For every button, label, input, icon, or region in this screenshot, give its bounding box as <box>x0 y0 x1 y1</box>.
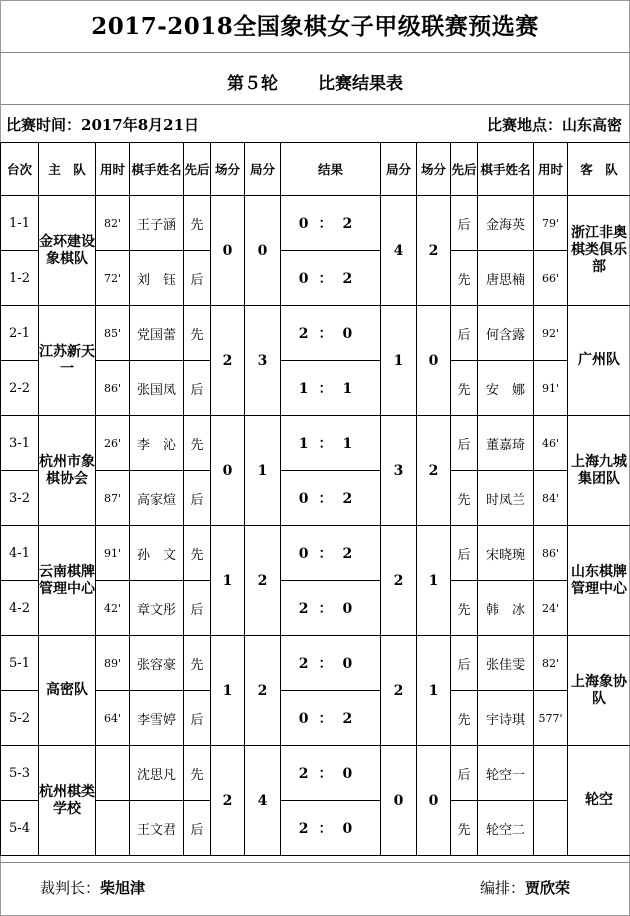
away-side: 后 <box>451 746 478 801</box>
referee-label: 裁判长： <box>40 879 101 897</box>
home-time: 26' <box>96 416 130 471</box>
away-player: 宋晓琬 <box>478 526 534 581</box>
home-side: 先 <box>184 526 211 581</box>
away-player: 金海英 <box>478 196 534 251</box>
away-player: 轮空一 <box>478 746 534 801</box>
home-match-score: 0 <box>211 196 245 306</box>
header-cell: 局分 <box>245 143 281 196</box>
header-cell: 场分 <box>417 143 451 196</box>
home-team: 江苏新天一 <box>39 306 96 416</box>
away-match-score: 2 <box>417 196 451 306</box>
away-team: 浙江非奥棋类俱乐部 <box>568 196 630 306</box>
away-match-score: 2 <box>417 416 451 526</box>
header-cell: 客 队 <box>568 143 630 196</box>
away-game-score: 2 <box>381 526 417 636</box>
home-time: 42' <box>96 581 130 636</box>
away-side: 后 <box>451 636 478 691</box>
home-side: 后 <box>184 361 211 416</box>
home-side: 先 <box>184 416 211 471</box>
home-match-score: 2 <box>211 746 245 856</box>
away-side: 先 <box>451 471 478 526</box>
table-row <box>1 196 630 251</box>
away-team: 上海象协队 <box>568 636 630 746</box>
away-time: 84' <box>534 471 568 526</box>
home-match-score: 0 <box>211 416 245 526</box>
board-result: 1：1 <box>281 361 381 416</box>
home-time <box>96 801 130 856</box>
home-player: 王文君 <box>130 801 184 856</box>
header-cell: 先后 <box>451 143 478 196</box>
round-subtitle: 比赛结果表 <box>318 74 403 94</box>
board-number: 5-4 <box>1 801 39 856</box>
board-result: 0：2 <box>281 471 381 526</box>
home-team: 高密队 <box>39 636 96 746</box>
home-time: 64' <box>96 691 130 746</box>
away-side: 后 <box>451 196 478 251</box>
home-game-score: 4 <box>245 746 281 856</box>
away-time: 577' <box>534 691 568 746</box>
divider <box>0 104 630 105</box>
header-cell: 台次 <box>1 143 39 196</box>
home-time: 86' <box>96 361 130 416</box>
away-side: 先 <box>451 361 478 416</box>
away-match-score: 1 <box>417 526 451 636</box>
table-row <box>1 471 630 526</box>
home-player: 王子涵 <box>130 196 184 251</box>
page-title: 2017-2018全国象棋女子甲级联赛预选赛 <box>91 13 539 40</box>
away-side: 后 <box>451 416 478 471</box>
away-side: 先 <box>451 581 478 636</box>
away-time: 66' <box>534 251 568 306</box>
table-row <box>1 801 630 856</box>
away-time: 92' <box>534 306 568 361</box>
away-team: 轮空 <box>568 746 630 856</box>
home-time: 87' <box>96 471 130 526</box>
header-cell: 主 队 <box>39 143 96 196</box>
away-game-score: 4 <box>381 196 417 306</box>
match-time: 比赛时间：2017年8月21日 <box>6 116 200 134</box>
board-result: 1：1 <box>281 416 381 471</box>
arranger-label: 编排： <box>480 879 526 897</box>
home-side: 后 <box>184 691 211 746</box>
away-game-score: 2 <box>381 636 417 746</box>
home-player: 刘 钰 <box>130 251 184 306</box>
home-player: 李 沁 <box>130 416 184 471</box>
home-time: 82' <box>96 196 130 251</box>
home-player: 张国凤 <box>130 361 184 416</box>
divider <box>0 52 630 53</box>
away-game-score: 1 <box>381 306 417 416</box>
board-result: 2：0 <box>281 581 381 636</box>
header-cell: 用时 <box>534 143 568 196</box>
home-time: 72' <box>96 251 130 306</box>
home-match-score: 1 <box>211 526 245 636</box>
home-team: 杭州棋类学校 <box>39 746 96 856</box>
away-player: 唐思楠 <box>478 251 534 306</box>
home-game-score: 1 <box>245 416 281 526</box>
table-row <box>1 691 630 746</box>
away-side: 先 <box>451 691 478 746</box>
board-result: 2：0 <box>281 636 381 691</box>
board-result: 2：0 <box>281 746 381 801</box>
away-player: 董嘉琦 <box>478 416 534 471</box>
home-match-score: 2 <box>211 306 245 416</box>
home-player: 张容豪 <box>130 636 184 691</box>
header-cell: 用时 <box>96 143 130 196</box>
board-number: 2-1 <box>1 306 39 361</box>
away-player: 轮空二 <box>478 801 534 856</box>
away-time: 82' <box>534 636 568 691</box>
board-result: 0：2 <box>281 526 381 581</box>
results-body <box>1 196 630 856</box>
table-row <box>1 306 630 361</box>
arranger-name: 贾欣荣 <box>525 879 571 897</box>
away-player: 张佳雯 <box>478 636 534 691</box>
header-cell: 棋手姓名 <box>130 143 184 196</box>
away-time: 86' <box>534 526 568 581</box>
home-team: 金环建设象棋队 <box>39 196 96 306</box>
away-time: 79' <box>534 196 568 251</box>
board-number: 4-1 <box>1 526 39 581</box>
away-time <box>534 801 568 856</box>
away-side: 后 <box>451 306 478 361</box>
home-player: 党国蕾 <box>130 306 184 361</box>
board-number: 3-2 <box>1 471 39 526</box>
home-game-score: 3 <box>245 306 281 416</box>
header-cell: 局分 <box>381 143 417 196</box>
divider <box>0 862 630 863</box>
home-time <box>96 746 130 801</box>
table-row <box>1 636 630 691</box>
away-player: 安 娜 <box>478 361 534 416</box>
board-number: 3-1 <box>1 416 39 471</box>
away-game-score: 3 <box>381 416 417 526</box>
away-side: 先 <box>451 251 478 306</box>
table-row <box>1 416 630 471</box>
away-player: 宇诗琪 <box>478 691 534 746</box>
away-match-score: 0 <box>417 306 451 416</box>
away-side: 后 <box>451 526 478 581</box>
home-game-score: 2 <box>245 526 281 636</box>
referee <box>40 877 145 898</box>
away-player: 韩 冰 <box>478 581 534 636</box>
board-number: 2-2 <box>1 361 39 416</box>
board-number: 4-2 <box>1 581 39 636</box>
away-team: 广州队 <box>568 306 630 416</box>
home-time: 91' <box>96 526 130 581</box>
home-side: 后 <box>184 801 211 856</box>
board-number: 5-1 <box>1 636 39 691</box>
away-team: 山东棋牌管理中心 <box>568 526 630 636</box>
home-side: 后 <box>184 581 211 636</box>
table-row <box>1 251 630 306</box>
board-number: 5-3 <box>1 746 39 801</box>
home-player: 孙 文 <box>130 526 184 581</box>
board-result: 0：2 <box>281 251 381 306</box>
table-row <box>1 526 630 581</box>
home-player: 高家煊 <box>130 471 184 526</box>
home-side: 先 <box>184 196 211 251</box>
header-cell: 场分 <box>211 143 245 196</box>
table-row <box>1 746 630 801</box>
home-side: 后 <box>184 471 211 526</box>
away-player: 时凤兰 <box>478 471 534 526</box>
board-number: 1-2 <box>1 251 39 306</box>
away-game-score: 0 <box>381 746 417 856</box>
header-row <box>1 143 630 196</box>
home-side: 先 <box>184 306 211 361</box>
away-side: 先 <box>451 801 478 856</box>
board-result: 0：2 <box>281 196 381 251</box>
round-number: 第５轮 <box>227 74 278 94</box>
away-match-score: 1 <box>417 636 451 746</box>
board-number: 5-2 <box>1 691 39 746</box>
header-cell: 棋手姓名 <box>478 143 534 196</box>
away-player: 何含露 <box>478 306 534 361</box>
board-result: 0：2 <box>281 691 381 746</box>
header-cell: 结果 <box>281 143 381 196</box>
round-heading <box>0 69 630 94</box>
home-time: 89' <box>96 636 130 691</box>
header-cell: 先后 <box>184 143 211 196</box>
home-team: 杭州市象棋协会 <box>39 416 96 526</box>
home-side: 先 <box>184 636 211 691</box>
home-side: 先 <box>184 746 211 801</box>
home-time: 85' <box>96 306 130 361</box>
away-time: 24' <box>534 581 568 636</box>
away-team: 上海九城集团队 <box>568 416 630 526</box>
arranger <box>480 877 570 898</box>
home-side: 后 <box>184 251 211 306</box>
home-game-score: 0 <box>245 196 281 306</box>
results-table <box>0 142 630 856</box>
away-time: 46' <box>534 416 568 471</box>
referee-name: 柴旭津 <box>100 879 146 897</box>
table-row <box>1 361 630 416</box>
board-result: 2：0 <box>281 306 381 361</box>
home-player: 李雪婷 <box>130 691 184 746</box>
away-time: 91' <box>534 361 568 416</box>
home-player: 章文彤 <box>130 581 184 636</box>
home-game-score: 2 <box>245 636 281 746</box>
match-place: 比赛地点：山东高密 <box>486 116 622 134</box>
home-player: 沈思凡 <box>130 746 184 801</box>
home-match-score: 1 <box>211 636 245 746</box>
away-match-score: 0 <box>417 746 451 856</box>
board-result: 2：0 <box>281 801 381 856</box>
board-number: 1-1 <box>1 196 39 251</box>
away-time <box>534 746 568 801</box>
home-team: 云南棋牌管理中心 <box>39 526 96 636</box>
